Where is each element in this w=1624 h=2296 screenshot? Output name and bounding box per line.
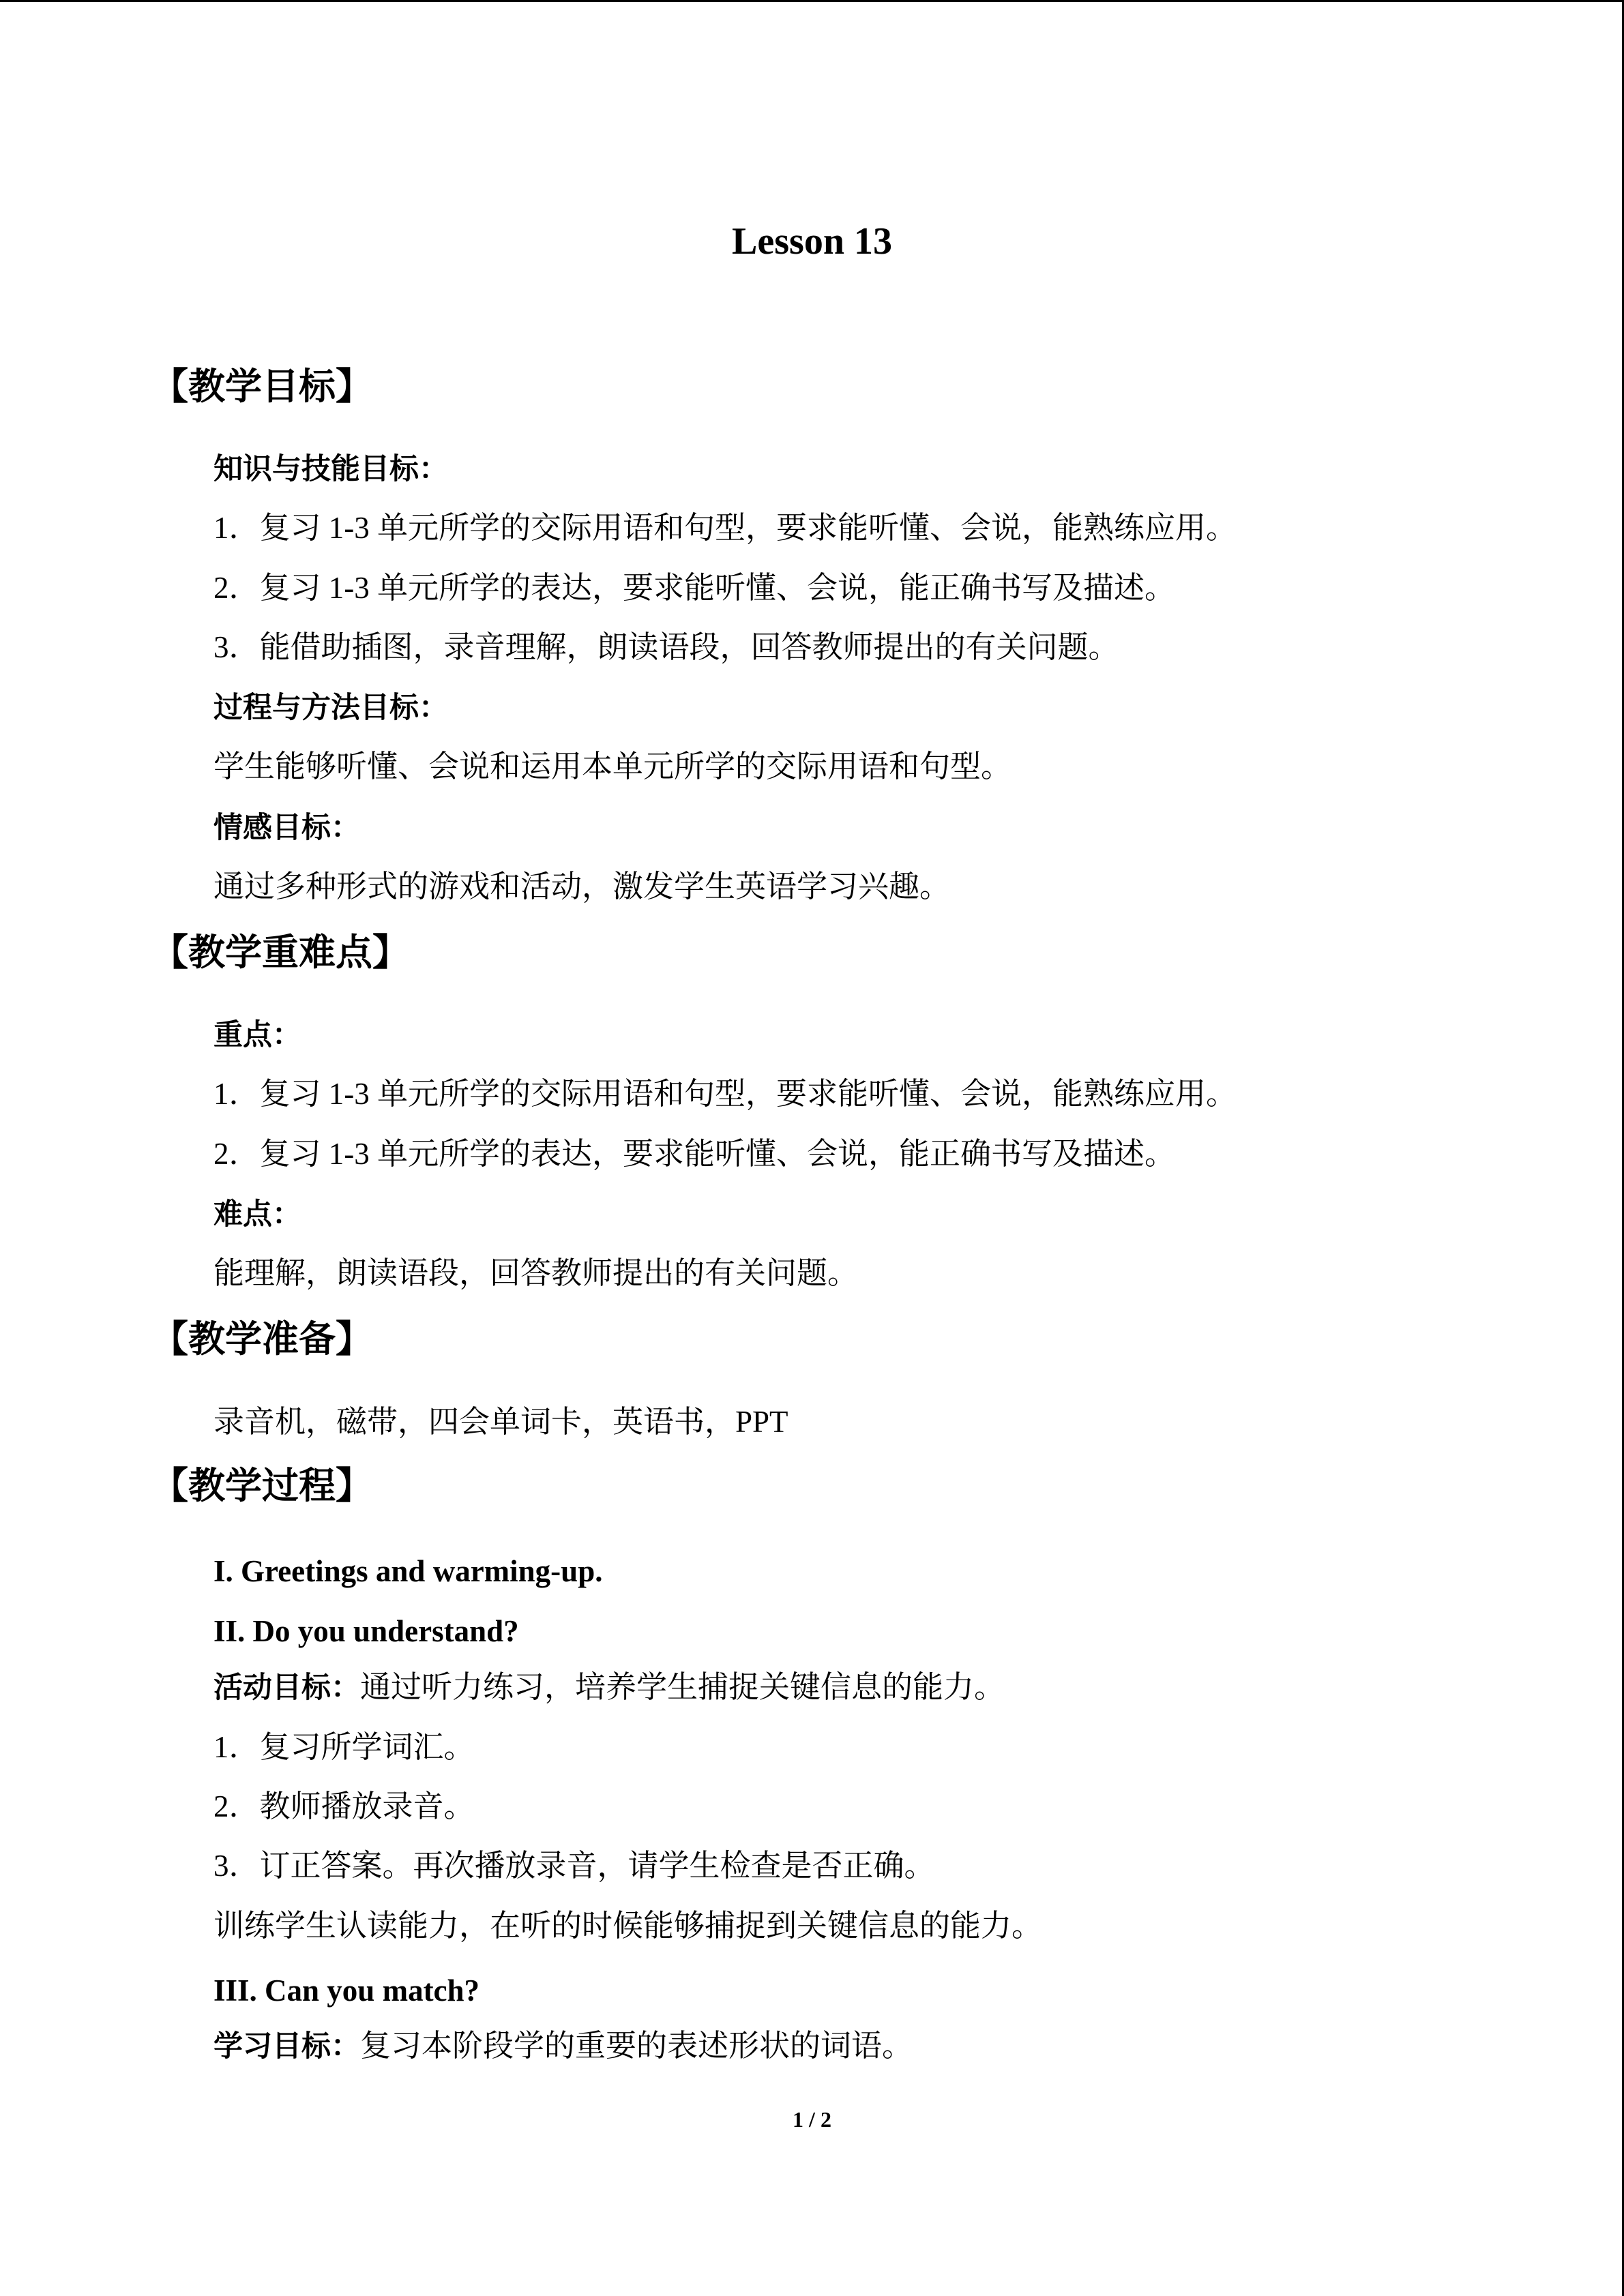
step-2-item-3: 3．订正答案。再次播放录音，请学生检查是否正确。 [213,1849,935,1883]
step-2-goal-text: 通过听力练习，培养学生捕捉关键信息的能力。 [360,1670,1005,1704]
step-3-goal-label: 学习目标： [213,2029,360,2063]
section-heading-key-points: 【教学重难点】 [151,931,409,974]
difficult-label: 难点： [213,1197,301,1232]
step-2-item-1: 1．复习所学词汇。 [213,1730,475,1764]
process-method-text: 学生能够听懂、会说和运用本单元所学的交际用语和句型。 [213,749,1012,784]
step-3-heading: III. Can you match? [213,1973,480,2008]
page-border-top [0,0,1624,2]
knowledge-item-1: 1．复习 1-3 单元所学的交际用语和句型，要求能听懂、会说，能熟练应用。 [213,511,1237,545]
step-3-goal-text: 复习本阶段学的重要的表述形状的词语。 [360,2029,913,2063]
section-heading-preparation: 【教学准备】 [151,1317,372,1360]
preparation-text: 录音机，磁带，四会单词卡，英语书，PPT [213,1405,788,1439]
step-3-goal [213,2031,913,2061]
knowledge-label: 知识与技能目标： [213,452,448,486]
key-item-2: 2．复习 1-3 单元所学的表达，要求能听懂、会说，能正确书写及描述。 [213,1137,1175,1171]
step-2-goal-label: 活动目标： [213,1671,360,1705]
step-1-heading: I. Greetings and warming-up. [213,1554,603,1588]
difficult-text: 能理解，朗读语段，回答教师提出的有关问题。 [213,1256,859,1290]
knowledge-item-2: 2．复习 1-3 单元所学的表达，要求能听懂、会说，能正确书写及描述。 [213,571,1175,605]
step-2-heading: II. Do you understand? [213,1614,519,1648]
section-heading-process: 【教学过程】 [151,1464,372,1507]
process-method-label: 过程与方法目标： [213,691,448,725]
step-2-item-2: 2．教师播放录音。 [213,1789,475,1823]
step-2-goal [213,1672,1005,1703]
knowledge-item-3: 3．能借助插图，录音理解，朗读语段，回答教师提出的有关问题。 [213,630,1119,664]
section-heading-objectives: 【教学目标】 [151,365,372,408]
key-label: 重点： [213,1018,301,1052]
emotion-text: 通过多种形式的游戏和活动，激发学生英语学习兴趣。 [213,869,951,904]
document-title: Lesson 13 [732,220,892,263]
key-item-1: 1．复习 1-3 单元所学的交际用语和句型，要求能听懂、会说，能熟练应用。 [213,1077,1237,1111]
page-number: 1 / 2 [793,2107,831,2132]
step-2-note: 训练学生认读能力，在听的时候能够捕捉到关键信息的能力。 [213,1909,1043,1943]
emotion-label: 情感目标： [213,811,360,845]
